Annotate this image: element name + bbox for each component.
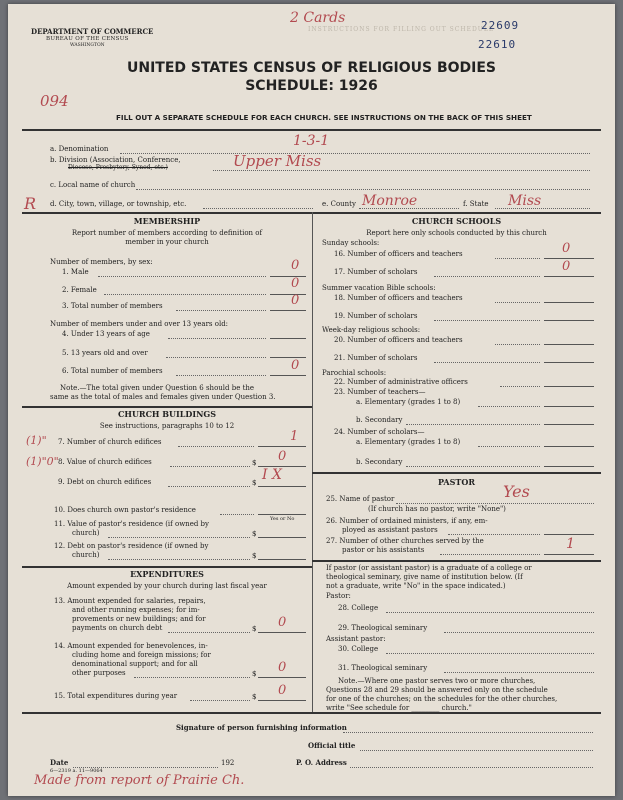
q7-label: 7. Number of church edifices xyxy=(58,438,162,446)
po-address-label: P. O. Address xyxy=(296,758,347,767)
graduate-intro-3: not a graduate, write "No" in the space indicated.) xyxy=(326,582,506,590)
city-label: d. City, town, village, or township, etc. xyxy=(50,200,187,208)
q29-label: 29. Theological seminary xyxy=(338,624,428,632)
q30-label: 30. College xyxy=(338,645,379,653)
membership-note2: same as the total of males and females given under Question 3. xyxy=(50,393,276,401)
instruction-line: FILL OUT A SEPARATE SCHEDULE FOR EACH CHURCH. SEE INSTRUCTIONS ON THE BACK OF THIS SHEET xyxy=(116,113,532,122)
q8-value[interactable]: 0 xyxy=(278,449,287,464)
file-number: 094 xyxy=(40,92,69,110)
denomination-value[interactable]: 1-3-1 xyxy=(293,133,330,149)
expenditures-title: EXPENDITURES xyxy=(130,569,204,579)
q12-label: 12. Debt on pastor's residence (if owned by xyxy=(54,542,209,550)
membership-note1: Note.—The total given under Question 6 should be the xyxy=(60,384,255,392)
q15-value[interactable]: 0 xyxy=(278,683,287,698)
graduate-intro-2: theological seminary, give name of institution below. (If xyxy=(326,573,523,581)
buildings-sub: See instructions, paragraphs 10 to 12 xyxy=(99,422,235,430)
q18-label: 18. Number of officers and teachers xyxy=(334,294,463,302)
q24-label: 24. Number of scholars— xyxy=(334,428,425,436)
q3-label: 3. Total number of members xyxy=(62,302,163,310)
q26-label-2: ployed as assistant pastors xyxy=(342,526,438,534)
bysex-label: Number of members, by sex: xyxy=(50,258,153,266)
parochial-label: Parochial schools: xyxy=(322,369,387,377)
form-code: 6—2319 a. 11—9064 xyxy=(50,768,103,774)
cards-note: 2 Cards xyxy=(290,10,346,26)
pastor-title: PASTOR xyxy=(438,477,475,487)
date-label: Date xyxy=(50,758,69,767)
q10-label: 10. Does church own pastor's residence xyxy=(54,506,196,514)
q13-label-2: and other running expenses; for im- xyxy=(72,606,200,614)
q8-margin-mark: (1)"0" xyxy=(26,455,59,468)
schools-title: CHURCH SCHOOLS xyxy=(411,216,502,226)
q24a-label: a. Elementary (grades 1 to 8) xyxy=(356,438,461,446)
q13-label-4: payments on church debt xyxy=(72,624,163,632)
membership-title: MEMBERSHIP xyxy=(133,216,201,226)
assistant-sub-label: Assistant pastor: xyxy=(326,635,386,643)
membership-sub1: Report number of members according to definition of xyxy=(71,229,263,237)
pastor-sub-label: Pastor: xyxy=(326,592,351,600)
buildings-title: CHURCH BUILDINGS xyxy=(118,409,216,419)
graduate-intro-1: If pastor (or assistant pastor) is a graduate of a college or xyxy=(326,564,532,572)
division-value[interactable]: Upper Miss xyxy=(233,152,322,170)
stamp-number-2: 22610 xyxy=(478,38,517,51)
q16-label: 16. Number of officers and teachers xyxy=(334,250,463,258)
q9-value[interactable]: I X xyxy=(262,467,282,483)
q21-label: 21. Number of scholars xyxy=(334,354,418,362)
q13-value[interactable]: 0 xyxy=(278,615,287,630)
q14-label-3: denominational support; and for all xyxy=(72,660,198,668)
q2-value[interactable]: 0 xyxy=(291,276,300,291)
county-value[interactable]: Monroe xyxy=(362,193,418,209)
state-value[interactable]: Miss xyxy=(508,193,542,209)
handwritten-note: Made from report of Prairie Ch. xyxy=(34,773,245,788)
q9-dollar: $ xyxy=(252,479,257,487)
q13-label-3: provements or new buildings; and for xyxy=(72,615,206,623)
membership-sub2: member in your church xyxy=(125,238,209,246)
q17-label: 17. Number of scholars xyxy=(334,268,418,276)
q17-value[interactable]: 0 xyxy=(562,259,571,274)
q3-value[interactable]: 0 xyxy=(291,293,300,308)
q25-label: 25. Name of pastor xyxy=(326,495,395,503)
dept-label: DEPARTMENT OF COMMERCE xyxy=(31,27,154,36)
q8-dollar: $ xyxy=(252,459,257,467)
official-title-label: Official title xyxy=(308,741,356,750)
q19-label: 19. Number of scholars xyxy=(334,312,418,320)
q23-label: 23. Number of teachers— xyxy=(334,388,426,396)
q23b-label: b. Secondary xyxy=(356,416,403,424)
q22-label: 22. Number of administrative officers xyxy=(334,378,468,386)
q7-margin-mark: (1)" xyxy=(26,434,47,447)
q11-label-2: church) xyxy=(72,529,100,537)
q14-label-2: cluding home and foreign missions; for xyxy=(72,651,211,659)
form-title: UNITED STATES CENSUS OF RELIGIOUS BODIES xyxy=(126,60,497,76)
age-label: Number of members under and over 13 years old: xyxy=(50,320,229,328)
q9-label: 9. Debt on church edifices xyxy=(58,478,152,486)
stamp-number-1: 22609 xyxy=(481,19,520,32)
signature-label: Signature of person furnishing information xyxy=(176,723,347,732)
denomination-label: a. Denomination xyxy=(50,145,109,153)
form-subtitle: SCHEDULE: 1926 xyxy=(245,78,378,94)
q16-value[interactable]: 0 xyxy=(562,241,571,256)
schools-sub: Report here only schools conducted by this church xyxy=(366,229,547,237)
q1-value[interactable]: 0 xyxy=(291,258,300,273)
margin-mark: R xyxy=(24,194,37,213)
city-label: WASHINGTON xyxy=(70,43,105,48)
bureau-label: BUREAU OF THE CENSUS xyxy=(46,36,129,42)
church-name-label: c. Local name of church xyxy=(50,181,136,189)
vacation-label: Summer vacation Bible schools: xyxy=(322,284,436,292)
q27-label-2: pastor or his assistants xyxy=(342,546,425,554)
pastor-note-3: for one of the churches; on the schedules for the other churches, xyxy=(326,695,558,703)
pastor-note-2: Questions 28 and 29 should be answered only on the schedule xyxy=(326,686,548,694)
q27-label: 27. Number of other churches served by the xyxy=(326,537,484,545)
county-label: e. County xyxy=(322,200,356,208)
q24b-label: b. Secondary xyxy=(356,458,403,466)
q13-dollar: $ xyxy=(252,625,257,633)
q12-label-2: church) xyxy=(72,551,100,559)
bleed-through-text: INSTRUCTIONS FOR FILLING OUT SCHEDULE xyxy=(308,26,495,33)
q14-value[interactable]: 0 xyxy=(278,660,287,675)
q1-label: 1. Male xyxy=(62,268,89,276)
q31-label: 31. Theological seminary xyxy=(338,664,428,672)
q27-value[interactable]: 1 xyxy=(566,536,575,552)
pastor-note-1: Note.—Where one pastor serves two or more churches, xyxy=(338,677,536,685)
q7-value[interactable]: 1 xyxy=(290,429,299,444)
state-label: f. State xyxy=(463,200,489,208)
q23a-label: a. Elementary (grades 1 to 8) xyxy=(356,398,461,406)
q8-label: 8. Value of church edifices xyxy=(58,458,152,466)
yes-no-hint: Yes or No xyxy=(270,516,295,522)
q28-label: 28. College xyxy=(338,604,379,612)
census-schedule-sheet xyxy=(8,4,615,796)
q11-dollar: $ xyxy=(252,530,257,538)
q5-label: 5. 13 years old and over xyxy=(62,349,148,357)
q15-label: 15. Total expenditures during year xyxy=(54,692,178,700)
q12-dollar: $ xyxy=(252,552,257,560)
q14-dollar: $ xyxy=(252,670,257,678)
q13-label: 13. Amount expended for salaries, repairs, xyxy=(54,597,206,605)
q14-label-4: other purposes xyxy=(72,669,126,677)
q6-value[interactable]: 0 xyxy=(291,358,300,373)
q11-label: 11. Value of pastor's residence (if owned by xyxy=(54,520,209,528)
q15-dollar: $ xyxy=(252,693,257,701)
pastor-note-4: write "See schedule for ________ church." xyxy=(326,704,472,712)
sunday-label: Sunday schools: xyxy=(322,239,380,247)
division-label-2: Diocese, Presbytery, Synod, etc.) xyxy=(68,164,168,171)
q14-label: 14. Amount expended for benevolences, in- xyxy=(54,642,208,650)
q26-label: 26. Number of ordained ministers, if any, em- xyxy=(326,517,488,525)
q4-label: 4. Under 13 years of age xyxy=(62,330,150,338)
weekday-label: Week-day religious schools: xyxy=(322,326,421,334)
year-label: 192 xyxy=(221,759,235,767)
expenditures-sub: Amount expended by your church during last fiscal year xyxy=(67,582,267,590)
q6-label: 6. Total number of members xyxy=(62,367,163,375)
division-label: b. Division (Association, Conference, xyxy=(50,156,181,164)
q25-value[interactable]: Yes xyxy=(503,482,530,501)
q25-note: (If church has no pastor, write "None") xyxy=(368,505,506,513)
q20-label: 20. Number of officers and teachers xyxy=(334,336,463,344)
q2-label: 2. Female xyxy=(62,286,97,294)
